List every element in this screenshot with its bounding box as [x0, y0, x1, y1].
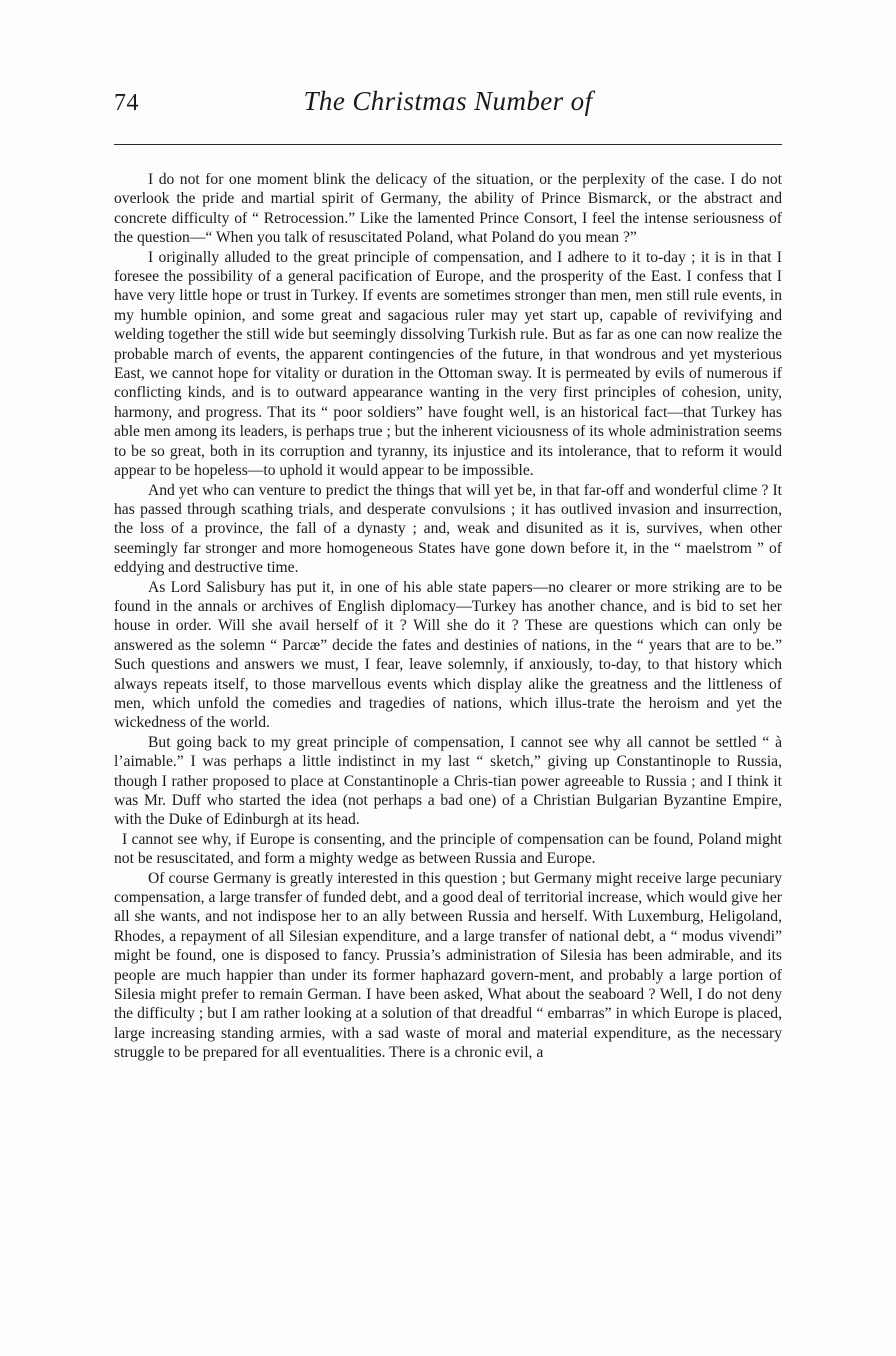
paragraph: I do not for one moment blink the delicacy of the situation, or the perplexity of the case. I do not overlook the pride and martial spirit of Germany, the ability of Prince Bismarck, or the abstract and concrete difficulty of “ Retrocession.” Like the lamented Prince Consort, I feel the intense seriousness of the question—“ When you talk of resuscitated Poland, what Poland do you mean ?” [114, 171, 782, 247]
paragraph: But going back to my great principle of compensation, I cannot see why all cannot be settled “ à l’aimable.” I was perhaps a little indistinct in my last “ sketch,” giving up Constantinople to Russia, though I rather proposed to place at Constantinople a Chris-tian power agreeable to Russia ; and I think it was Mr. Duff who started the idea (not perhaps a bad one) of a Christian Bulgarian Byzantine Empire, with the Duke of Edinburgh at its head. [114, 733, 782, 829]
paragraph: I originally alluded to the great principle of compensation, and I adhere to it to-day ; it is in that I foresee the possibility of a general pacification of Europe, and the prosperity of the East. I confess that I have very little hope or trust in Turkey. If events are sometimes stronger than men, men still rule events, in my humble opinion, and some great and sagacious ruler may yet start up, capable of revivifying and welding together the still wide but seemingly dissolving Turkish rule. But as far as one can now realize the probable march of events, the apparent contingencies of the future, in that wondrous and yet mysterious East, we cannot hope for vitality or duration in the Ottoman sway. It is permeated by evils of numerous if conflicting kinds, and is to outward appearance wanting in the very first principles of cohesion, unity, harmony, and progress. That its “ poor soldiers” have fought well, is an historical fact—that Turkey has able men among its leaders, is perhaps true ; but the inherent viciousness of its whole administration seems to be so great, both in its corruption and tyranny, its injustice and its intolerance, that to reform it would appear to be hopeless—to uphold it would appear to be impossible. [114, 248, 782, 480]
paragraph: And yet who can venture to predict the things that will yet be, in that far-off and wonderful clime ? It has passed through scathing trials, and desperate convulsions ; it has outlived invasion and insurrection, the loss of a province, the fall of a dynasty ; and, weak and disunited as it is, survives, when other seemingly far stronger and more homogeneous States have gone down before it, in the “ maelstrom ” of eddying and destructive time. [114, 481, 782, 577]
running-title: The Christmas Number of [303, 86, 593, 116]
page-header [114, 84, 782, 124]
body-text [114, 170, 782, 1063]
paragraph: As Lord Salisbury has put it, in one of his able state papers—no clearer or more striking are to be found in the annals or archives of English diplomacy—Turkey has another chance, and is bid to set her house in order. Will she avail herself of it ? Will she do it ? These are questions which can only be answered as the solemn “ Parcæ” decide the fates and destinies of nations, in the “ years that are to be.” Such questions and answers we must, I fear, leave solemnly, if anxiously, to-day, to that history which always repeats itself, to those marvellous events which display alike the greatness and the littleness of men, which unfold the comedies and tragedies of nations, which illus-trate the heroism and yet the wickedness of the world. [114, 578, 782, 732]
header-rule [114, 144, 782, 145]
paragraph: Of course Germany is greatly interested in this question ; but Germany might receive large pecuniary compensation, a large transfer of funded debt, and a good deal of territorial increase, which would give her all she wants, and not indispose her to an ally between Russia and herself. With Luxemburg, Heligoland, Rhodes, a repayment of all Silesian expenditure, and a large transfer of national debt, a “ modus vivendi” might be found, one is disposed to fancy. Prussia’s administration of Silesia has been admirable, and its people are much happier than under its former haphazard govern-ment, and probably a large portion of Silesia might prefer to remain German. I have been asked, What about the seaboard ? Well, I do not deny the difficulty ; but I am rather looking at a solution of that dreadful “ embarras” in which Europe is placed, large increasing standing armies, with a sad waste of moral and material expenditure, as the necessary struggle to be prepared for all eventualities. There is a chronic evil, a [114, 869, 782, 1062]
page-number: 74 [114, 90, 139, 116]
paragraph: I cannot see why, if Europe is consenting, and the principle of compensation can be found, Poland might not be resuscitated, and form a mighty wedge as between Russia and Europe. [114, 830, 782, 868]
